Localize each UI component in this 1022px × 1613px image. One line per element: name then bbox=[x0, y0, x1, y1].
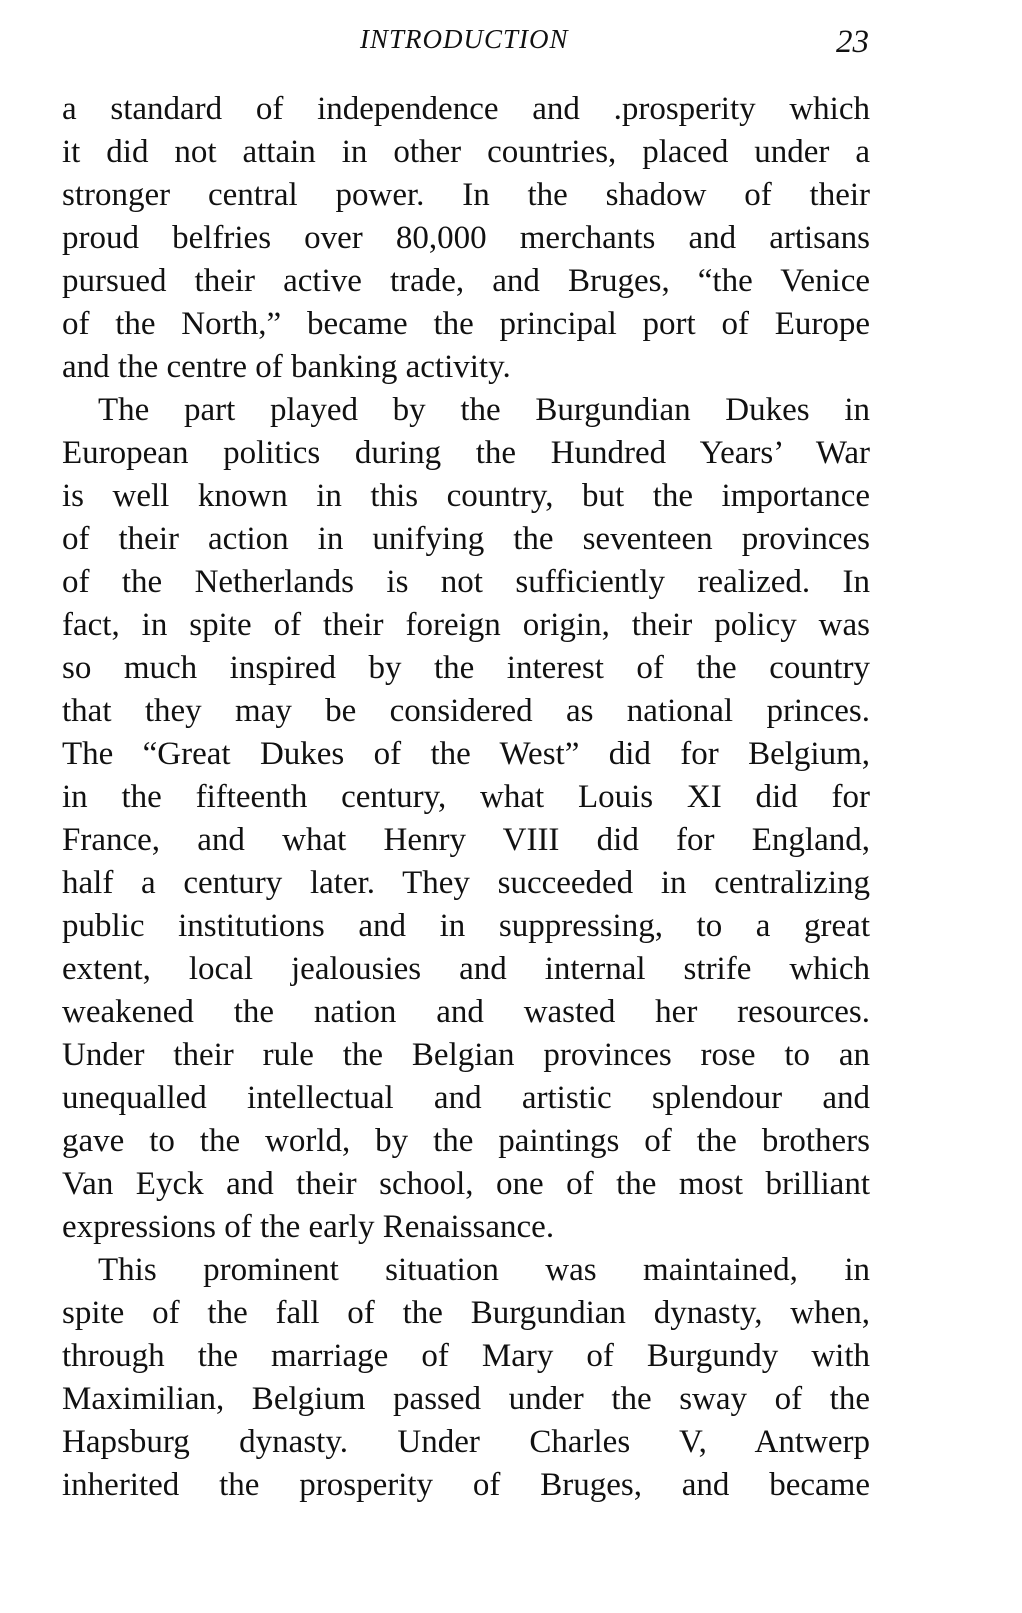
paragraph-start-line: The part played by the Burgundian Dukes in bbox=[98, 392, 870, 428]
text-line: a standard of independence and .prosperity which bbox=[62, 91, 870, 127]
text-line: and the centre of banking activity. bbox=[62, 349, 511, 385]
text-line: is well known in this country, but the importance bbox=[62, 478, 870, 514]
text-line: of the Netherlands is not sufficiently realized. In bbox=[62, 564, 870, 600]
page-header bbox=[0, 24, 1022, 68]
body-text bbox=[62, 88, 870, 1507]
text-line: expressions of the early Renaissance. bbox=[62, 1209, 555, 1245]
text-line: so much inspired by the interest of the country bbox=[62, 650, 870, 686]
text-line: Maximilian, Belgium passed under the sway of the bbox=[62, 1381, 870, 1417]
text-line: European politics during the Hundred Years’ War bbox=[62, 435, 870, 471]
text-line: public institutions and in suppressing, to a great bbox=[62, 908, 870, 944]
text-line: extent, local jealousies and internal strife which bbox=[62, 951, 870, 987]
running-head: INTRODUCTION bbox=[360, 24, 569, 54]
text-line: unequalled intellectual and artistic splendour and bbox=[62, 1080, 870, 1116]
text-line: weakened the nation and wasted her resources. bbox=[62, 994, 870, 1030]
text-line: of the North,” became the principal port of Europe bbox=[62, 306, 870, 342]
text-line: in the fifteenth century, what Louis XI did for bbox=[62, 779, 870, 815]
text-line: Hapsburg dynasty. Under Charles V, Antwerp bbox=[62, 1424, 870, 1460]
text-line: gave to the world, by the paintings of the brothers bbox=[62, 1123, 870, 1159]
text-line: half a century later. They succeeded in centralizing bbox=[62, 865, 870, 901]
text-line: of their action in unifying the seventeen provinces bbox=[62, 521, 870, 557]
page-number: 23 bbox=[836, 24, 869, 60]
text-line: proud belfries over 80,000 merchants and artisans bbox=[62, 220, 870, 256]
text-line: through the marriage of Mary of Burgundy with bbox=[62, 1338, 870, 1374]
text-line: France, and what Henry VIII did for England, bbox=[62, 822, 870, 858]
text-line: that they may be considered as national princes. bbox=[62, 693, 870, 729]
text-line: fact, in spite of their foreign origin, their policy was bbox=[62, 607, 870, 643]
text-line: Under their rule the Belgian provinces rose to an bbox=[62, 1037, 870, 1073]
text-line: The “Great Dukes of the West” did for Belgium, bbox=[62, 736, 870, 772]
paragraph-start-line: This prominent situation was maintained, in bbox=[98, 1252, 870, 1288]
text-line: it did not attain in other countries, placed under a bbox=[62, 134, 870, 170]
text-line: inherited the prosperity of Bruges, and became bbox=[62, 1467, 870, 1503]
text-line: spite of the fall of the Burgundian dynasty, when, bbox=[62, 1295, 870, 1331]
text-line: pursued their active trade, and Bruges, “the Venice bbox=[62, 263, 870, 299]
text-line: Van Eyck and their school, one of the most brilliant bbox=[62, 1166, 870, 1202]
text-line: stronger central power. In the shadow of their bbox=[62, 177, 870, 213]
